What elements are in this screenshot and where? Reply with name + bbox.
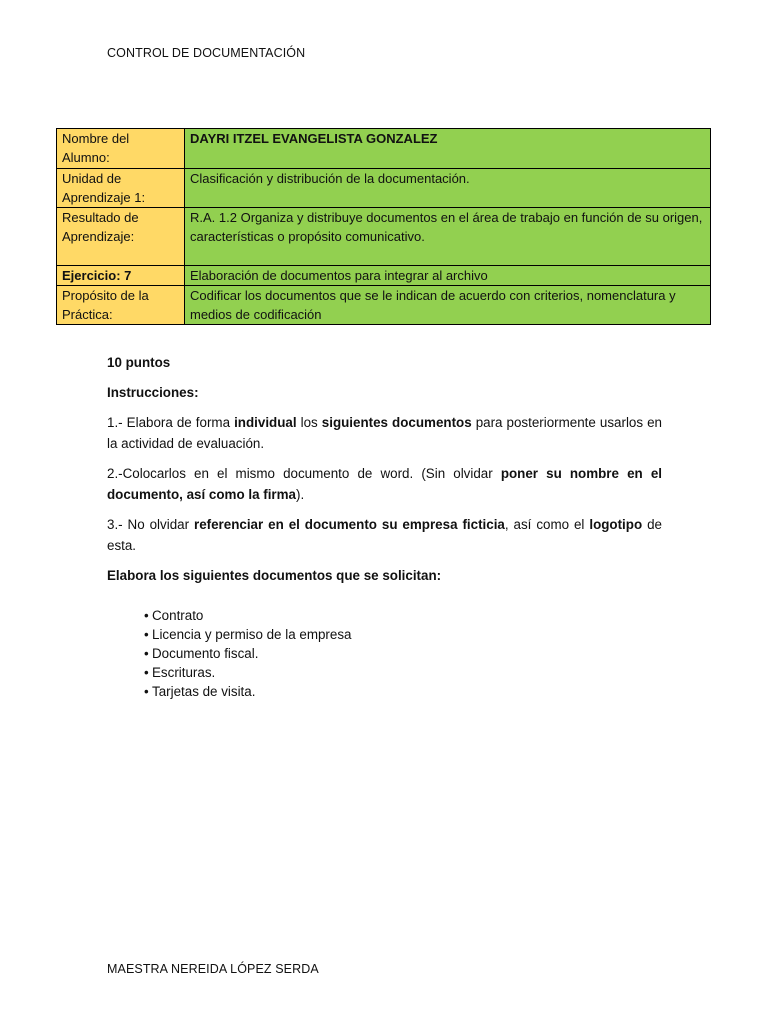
- bullet-icon: •: [144, 627, 149, 642]
- table-row: [57, 286, 711, 325]
- text-run: ).: [296, 487, 305, 502]
- text-run-bold: poner su nombre en el documento, así como la firma: [107, 466, 662, 502]
- instructions-title: Instrucciones:: [107, 385, 199, 400]
- value-cell: Codificar los documentos que se le indican de acuerdo con criterios, nomenclatura y medios de codificación: [185, 286, 711, 325]
- list-item-label: Documento fiscal.: [152, 646, 259, 661]
- list-item: [144, 625, 351, 644]
- page-footer: MAESTRA NEREIDA LÓPEZ SERDA: [107, 962, 319, 976]
- list-item-label: Contrato: [152, 608, 204, 623]
- instruction-2: [107, 463, 662, 505]
- text-run: , así como el: [504, 517, 590, 532]
- text-run-bold: referenciar en el documento su empresa ficticia: [193, 517, 505, 532]
- text-run: para posteriormente usarlos en la actividad de evaluación.: [107, 415, 662, 451]
- value-cell: DAYRI ITZEL EVANGELISTA GONZALEZ: [185, 129, 711, 169]
- text-run: 2.-Colocarlos en el mismo documento de word. (Sin olvidar: [107, 466, 501, 481]
- table-row: [57, 266, 711, 286]
- list-item-label: Tarjetas de visita.: [152, 684, 256, 699]
- text-run-bold: siguientes documentos: [321, 415, 472, 430]
- text-run: 3.- No olvidar: [107, 517, 194, 532]
- bullet-icon: •: [144, 646, 149, 661]
- value-cell: Elaboración de documentos para integrar al archivo: [185, 266, 711, 286]
- text-run: los: [296, 415, 322, 430]
- points-label: 10 puntos: [107, 355, 171, 370]
- value-cell: R.A. 1.2 Organiza y distribuye documentos en el área de trabajo en función de su origen, características o propósito comunicativo.: [185, 208, 711, 266]
- table-row: [57, 129, 711, 169]
- list-item-label: Escrituras.: [152, 665, 216, 680]
- instructions-body: [107, 352, 662, 595]
- list-item-label: Licencia y permiso de la empresa: [152, 627, 352, 642]
- student-info-table: [56, 128, 711, 325]
- label-cell: Unidad de Aprendizaje 1:: [57, 169, 185, 208]
- list-item: [144, 644, 351, 663]
- table-row: [57, 208, 711, 266]
- page-header: CONTROL DE DOCUMENTACIÓN: [107, 46, 306, 60]
- text-run: de esta.: [107, 517, 662, 553]
- label-cell: Ejercicio: 7: [57, 266, 185, 286]
- list-item: [144, 606, 351, 625]
- instruction-3: [107, 514, 662, 556]
- label-cell: Resultado de Aprendizaje:: [57, 208, 185, 266]
- list-item: [144, 663, 351, 682]
- value-cell: Clasificación y distribución de la documentación.: [185, 169, 711, 208]
- text-run-bold: individual: [234, 415, 297, 430]
- instruction-1: [107, 412, 662, 454]
- table-row: [57, 169, 711, 208]
- label-cell: Nombre del Alumno:: [57, 129, 185, 169]
- bullet-icon: •: [144, 665, 149, 680]
- list-item: [144, 682, 351, 701]
- documents-list-title: Elabora los siguientes documentos que se solicitan:: [107, 568, 442, 583]
- bullet-icon: •: [144, 608, 149, 623]
- documents-list: [144, 606, 351, 701]
- text-run: 1.- Elabora de forma: [107, 415, 235, 430]
- text-run-bold: logotipo: [589, 517, 643, 532]
- bullet-icon: •: [144, 684, 149, 699]
- label-cell: Propósito de la Práctica:: [57, 286, 185, 325]
